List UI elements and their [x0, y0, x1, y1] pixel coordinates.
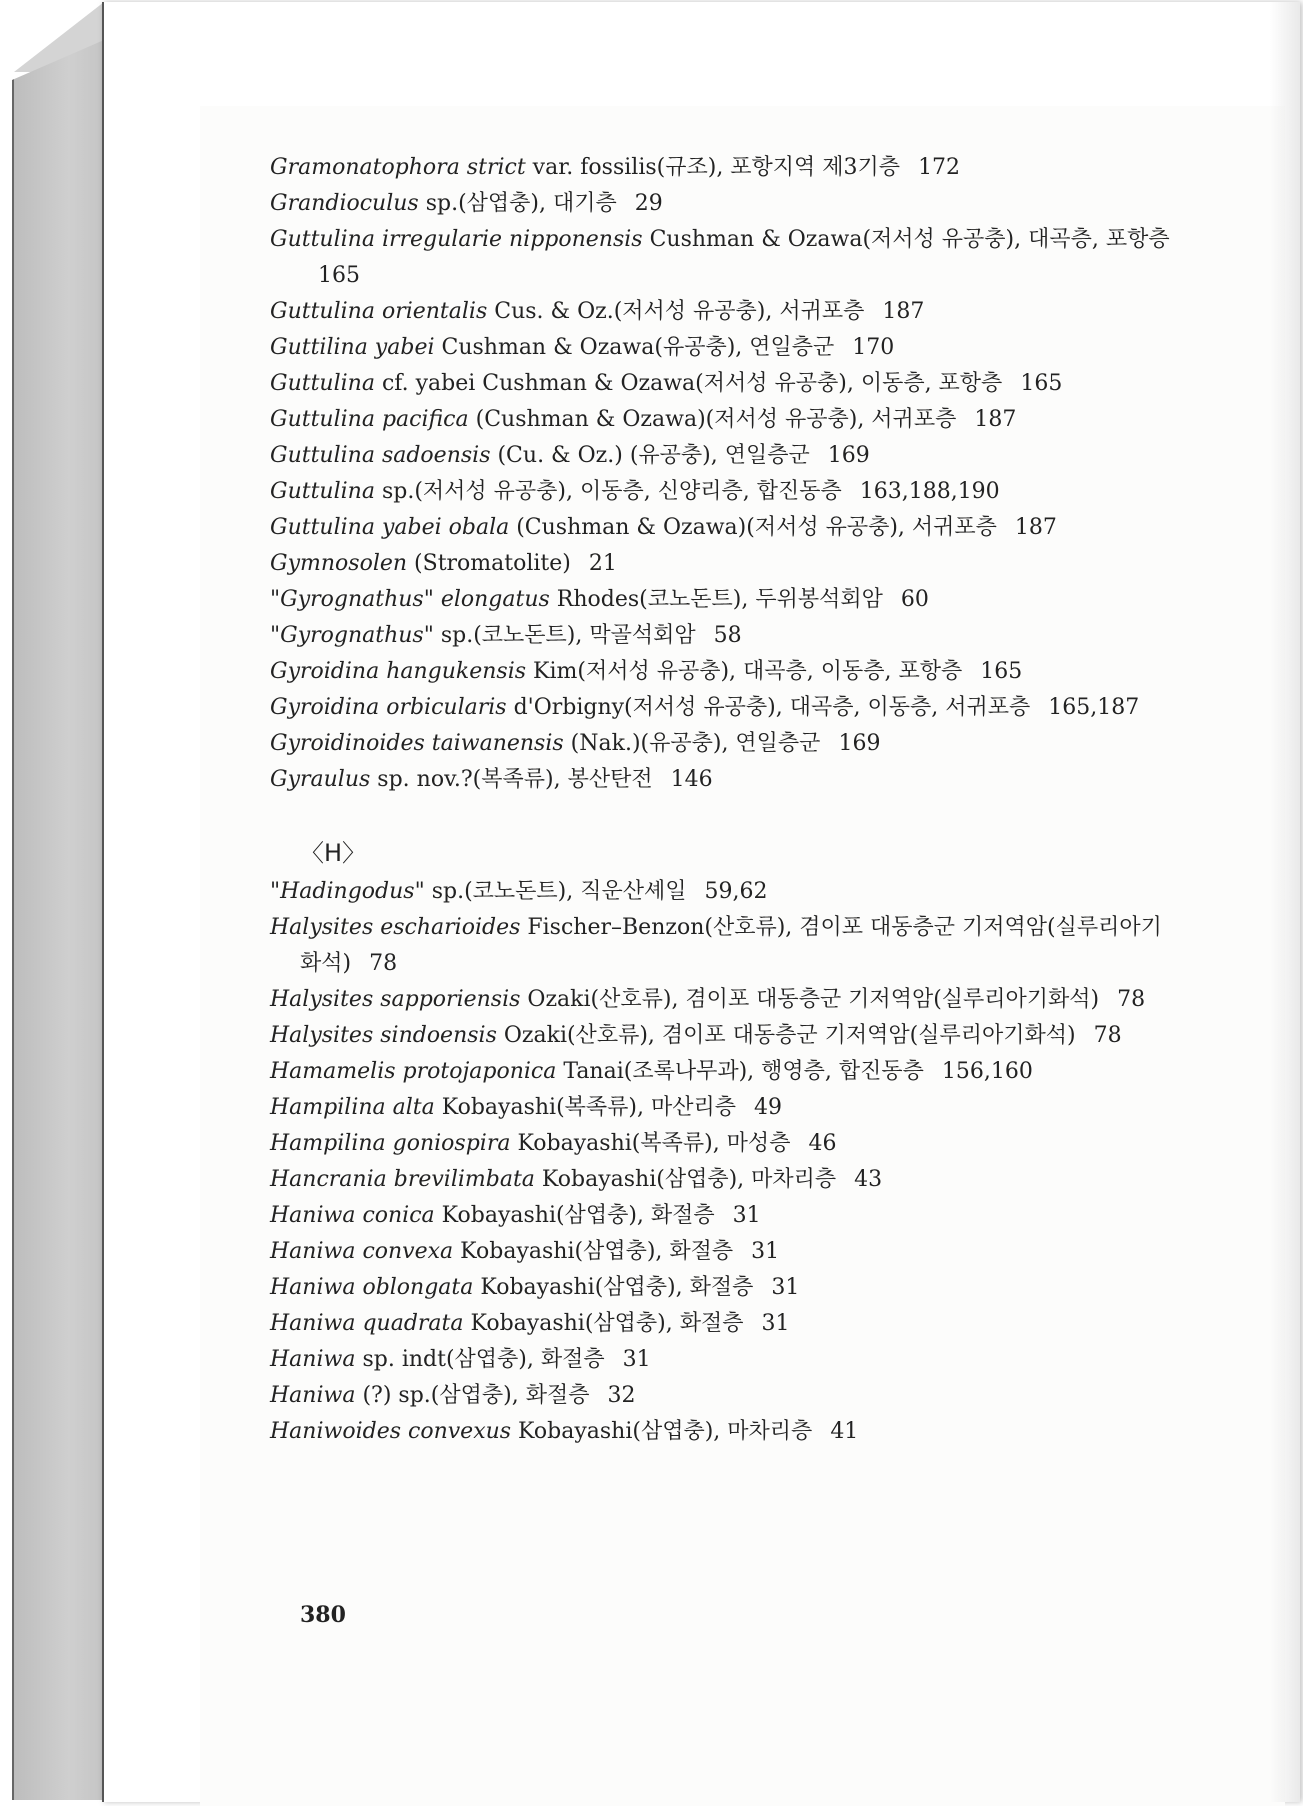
entry-description: sp.(삼엽충), 대기층	[418, 191, 617, 216]
entry-description: Ozaki(산호류), 겸이포 대동층군 기저역암(실루리아기화석)	[496, 1023, 1076, 1048]
entry-description: Kobayashi(삼엽충), 화절층	[463, 1311, 744, 1336]
scientific-name: Guttulina pacifica	[270, 407, 469, 432]
section-heading-h: 〈H〉	[300, 839, 367, 867]
scientific-name: Haniwa	[270, 1383, 356, 1408]
scientific-name: Gramonatophora strict	[270, 155, 526, 180]
scientific-name: Guttilina yabei	[270, 335, 435, 360]
scientific-name: Gyroidinoides taiwanensis	[270, 731, 564, 756]
scientific-name: Guttulina sadoensis	[270, 443, 491, 468]
index-entry	[270, 294, 1170, 330]
index-list-g	[270, 150, 1170, 798]
entry-pages: 32	[607, 1383, 636, 1408]
index-entry	[270, 1090, 1170, 1126]
scientific-name: Guttulina	[270, 479, 375, 504]
entry-pages: 78	[1117, 987, 1146, 1012]
index-entry	[270, 1054, 1170, 1090]
entry-description: (?) sp.(삼엽충), 화절층	[355, 1383, 590, 1408]
scientific-name: "Hadingodus"	[270, 879, 425, 904]
scientific-name: Guttulina irregularie nipponensis	[270, 227, 643, 252]
entry-description: Kobayashi(복족류), 마성층	[510, 1131, 791, 1156]
index-entry	[270, 654, 1170, 690]
scientific-name: Hampilina goniospira	[270, 1131, 511, 1156]
scientific-name: Hamamelis protojaponica	[270, 1059, 557, 1084]
scientific-name: Gyroidina hangukensis	[270, 659, 527, 684]
index-list-h	[270, 874, 1170, 1450]
entry-description: (Stromatolite)	[407, 551, 571, 576]
scientific-name: Guttulina orientalis	[270, 299, 488, 324]
entry-pages: 169	[838, 731, 881, 756]
entry-pages: 46	[808, 1131, 837, 1156]
book-spine	[12, 40, 106, 1800]
scientific-name: Haniwa quadrata	[270, 1311, 464, 1336]
entry-pages: 31	[761, 1311, 790, 1336]
index-entry	[270, 1342, 1170, 1378]
entry-description: Kim(저서성 유공충), 대곡층, 이동층, 포항층	[526, 659, 963, 684]
entry-pages: 49	[754, 1095, 782, 1120]
scientific-name: "Gyrognathus" elongatus	[270, 587, 550, 612]
entry-description: sp. nov.?(복족류), 봉산탄전	[370, 767, 653, 792]
scientific-name: Hampilina alta	[270, 1095, 435, 1120]
entry-description: Tanai(조록나무과), 행영층, 합진동층	[556, 1059, 924, 1084]
entry-pages: 60	[900, 587, 929, 612]
entry-pages: 172	[918, 155, 961, 180]
entry-pages: 165,187	[1048, 695, 1140, 720]
index-entry	[270, 366, 1170, 402]
entry-pages: 29	[634, 191, 663, 216]
page-number: 380	[300, 1602, 346, 1628]
index-entry	[270, 1378, 1170, 1414]
entry-description: Kobayashi(삼엽충), 화절층	[453, 1239, 734, 1264]
entry-description: (Cu. & Oz.) (유공충), 연일층군	[490, 443, 810, 468]
entry-pages: 163,188,190	[859, 479, 1000, 504]
entry-description: var. fossilis(규조), 포항지역 제3기층	[525, 155, 901, 180]
index-entry	[270, 330, 1170, 366]
scientific-name: Haniwa	[270, 1347, 356, 1372]
entry-pages: 169	[827, 443, 870, 468]
index-entry	[270, 1234, 1170, 1270]
entry-pages: 31	[751, 1239, 780, 1264]
entry-pages: 58	[713, 623, 742, 648]
entry-pages: 170	[852, 335, 895, 360]
entry-pages: 31	[732, 1203, 761, 1228]
index-entry	[270, 474, 1170, 510]
entry-description: Kobayashi(삼엽충), 마차리층	[534, 1167, 837, 1192]
entry-pages: 41	[830, 1419, 859, 1444]
index-entry	[270, 1270, 1170, 1306]
entry-pages: 78	[369, 951, 398, 976]
entry-pages: 21	[588, 551, 617, 576]
entry-pages: 187	[974, 407, 1017, 432]
scientific-name: Hancrania brevilimbata	[270, 1167, 535, 1192]
scientific-name: Gymnosolen	[270, 551, 408, 576]
entry-pages: 187	[1014, 515, 1057, 540]
entry-description: Kobayashi(삼엽충), 화절층	[434, 1203, 715, 1228]
index-entry	[270, 186, 1170, 222]
scientific-name: Haniwa oblongata	[270, 1275, 474, 1300]
scientific-name: Halysites sindoensis	[270, 1023, 497, 1048]
scientific-name: Grandioculus	[270, 191, 419, 216]
entry-pages: 165	[980, 659, 1023, 684]
index-entry	[270, 982, 1170, 1018]
entry-description: sp. indt(삼엽충), 화절층	[355, 1347, 605, 1372]
entry-pages: 165	[1020, 371, 1063, 396]
scientific-name: Haniwoides convexus	[270, 1419, 512, 1444]
index-entry	[270, 1162, 1170, 1198]
scientific-name: Gyraulus	[270, 767, 371, 792]
index-entry	[270, 510, 1170, 546]
scientific-name: Haniwa convexa	[270, 1239, 454, 1264]
index-entry	[270, 438, 1170, 474]
entry-description: (Nak.)(유공충), 연일층군	[563, 731, 821, 756]
entry-description: Ozaki(산호류), 겸이포 대동층군 기저역암(실루리아기화석)	[520, 987, 1100, 1012]
index-entry	[270, 618, 1170, 654]
index-entry	[270, 402, 1170, 438]
index-entry	[270, 726, 1170, 762]
entry-pages: 165	[318, 263, 360, 288]
entry-description: sp.(저서성 유공충), 이동층, 신양리층, 합진동층	[374, 479, 842, 504]
entry-description: Cus. & Oz.(저서성 유공충), 서귀포층	[487, 299, 865, 324]
entry-pages: 156,160	[941, 1059, 1033, 1084]
page-edge-shadow	[1270, 2, 1300, 1802]
entry-pages: 59,62	[704, 879, 768, 904]
entry-description: Rhodes(코노돈트), 두위봉석회암	[549, 587, 883, 612]
entry-description: (Cushman & Ozawa)(저서성 유공충), 서귀포층	[509, 515, 997, 540]
index-entry	[270, 1018, 1170, 1054]
index-entry	[270, 762, 1170, 798]
scientific-name: Haniwa conica	[270, 1203, 435, 1228]
entry-pages: 146	[670, 767, 713, 792]
entry-description: sp.(코노돈트), 막골석회암	[433, 623, 696, 648]
index-entry	[270, 1306, 1170, 1342]
scientific-name: Guttulina	[270, 371, 375, 396]
entry-pages: 31	[771, 1275, 800, 1300]
index-content	[270, 150, 1170, 1450]
entry-description: sp.(코노돈트), 직운산셰일	[424, 879, 687, 904]
index-entry	[270, 222, 1170, 294]
scientific-name: Gyroidina orbicularis	[270, 695, 507, 720]
scientific-name: Halysites sapporiensis	[270, 987, 521, 1012]
entry-description: cf. yabei Cushman & Ozawa(저서성 유공충), 이동층, 포항층	[374, 371, 1003, 396]
index-entry	[270, 1414, 1170, 1450]
entry-description: d'Orbigny(저서성 유공충), 대곡층, 이동층, 서귀포층	[506, 695, 1031, 720]
entry-pages: 31	[622, 1347, 651, 1372]
scientific-name: Guttulina yabei obala	[270, 515, 510, 540]
entry-description: Fischer–Benzon(산호류), 겸이포 대동층군 기저역암(실루리아기화석)	[300, 915, 1162, 976]
index-entry	[270, 150, 1170, 186]
entry-pages: 187	[882, 299, 925, 324]
entry-pages: 43	[854, 1167, 883, 1192]
index-entry	[270, 910, 1170, 982]
entry-description: Cushman & Ozawa(유공충), 연일층군	[434, 335, 835, 360]
entry-pages: 78	[1093, 1023, 1122, 1048]
entry-description: Kobayashi(삼엽충), 화절층	[473, 1275, 754, 1300]
scientific-name: "Gyrognathus"	[270, 623, 434, 648]
index-entry	[270, 690, 1170, 726]
scientific-name: Halysites escharioides	[270, 915, 521, 940]
entry-description: Kobayashi(복족류), 마산리층	[434, 1095, 736, 1120]
index-entry	[270, 1126, 1170, 1162]
entry-description: (Cushman & Ozawa)(저서성 유공충), 서귀포층	[468, 407, 957, 432]
index-entry	[270, 546, 1170, 582]
entry-description: Kobayashi(삼엽충), 마차리층	[511, 1419, 813, 1444]
index-entry	[270, 874, 1170, 910]
entry-description: Cushman & Ozawa(저서성 유공충), 대곡층, 포항층	[642, 227, 1170, 252]
index-entry	[270, 582, 1170, 618]
index-entry	[270, 1198, 1170, 1234]
